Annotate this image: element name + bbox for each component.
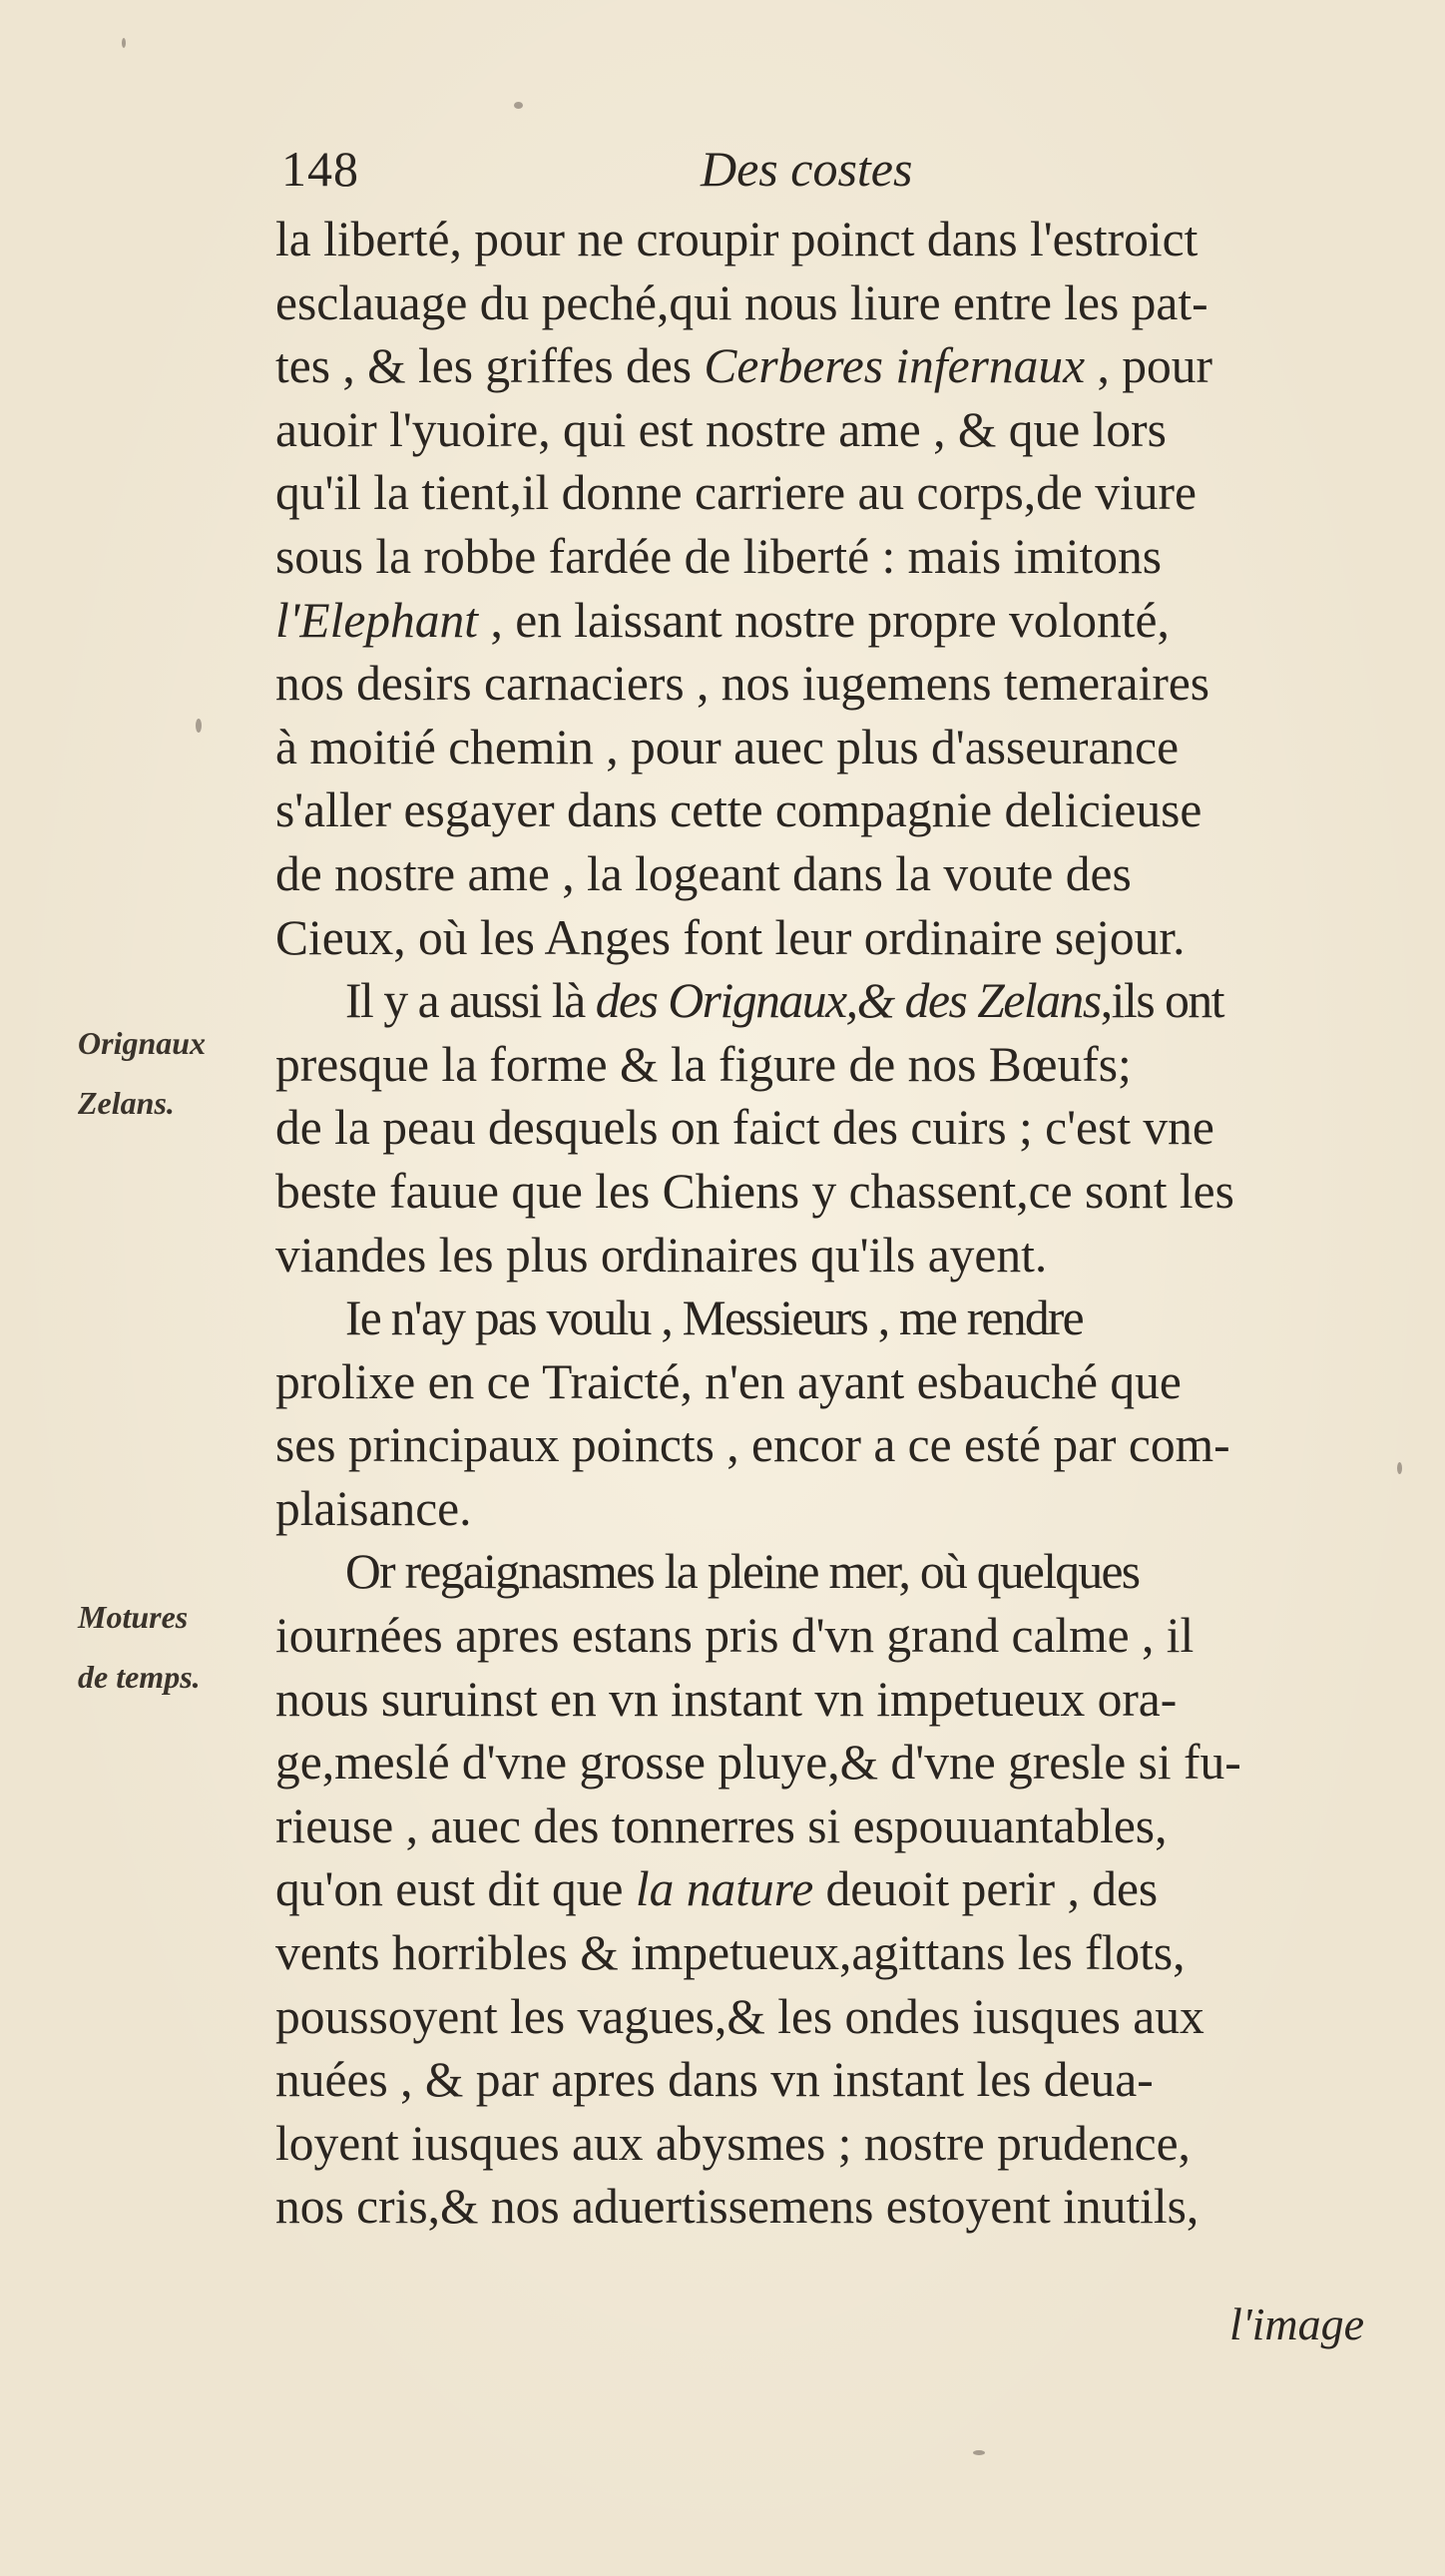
text-line: [275, 334, 1383, 398]
text-segment: tes , & les griffes des: [275, 338, 705, 394]
text-line: [275, 1477, 1383, 1541]
text-segment: s'aller esgayer dans cette compagnie delicieuse: [275, 782, 1203, 838]
text-segment: qu'il la tient,il donne carriere au corps,de viure: [275, 465, 1197, 521]
text-segment: iournées apres estans pris d'vn grand calme , il: [275, 1608, 1195, 1664]
text-segment: à moitié chemin , pour auec plus d'asseurance: [275, 719, 1180, 774]
margin-note-line: Zelans.: [78, 1085, 175, 1121]
text-line: [275, 842, 1383, 906]
text-segment: rieuse , auec des tonnerres si espouuantables,: [275, 1798, 1168, 1853]
text-line: [275, 271, 1383, 335]
text-segment: Ie n'ay pas voulu , Messieurs , me rendre: [345, 1290, 1083, 1346]
text-segment: ge,meslé d'vne grosse pluye,& d'vne gresle si fu-: [275, 1735, 1241, 1791]
text-line: [275, 1350, 1383, 1414]
paper-speck: [196, 719, 202, 733]
text-line: [275, 1857, 1383, 1921]
text-line: [275, 1921, 1383, 1985]
text-line: [275, 1033, 1383, 1097]
text-segment: la liberté, pour ne croupir poinct dans l'estroict: [275, 212, 1199, 266]
text-line: [275, 969, 1383, 1033]
text-line: [275, 2112, 1383, 2176]
catchword: l'image: [1229, 2299, 1365, 2349]
paper-speck: [1397, 1462, 1402, 1474]
text-line: [275, 1795, 1383, 1858]
text-line: [275, 589, 1383, 653]
text-line: [275, 1287, 1383, 1350]
text-segment: presque la forme & la figure de nos Bœufs;: [275, 1036, 1132, 1092]
page-number: 148: [281, 141, 359, 197]
text-segment: viandes les plus ordinaires qu'ils ayent.: [275, 1227, 1048, 1283]
text-segment: poussoyent les vagues,& les ondes iusques aux: [275, 1988, 1204, 2044]
paper-speck: [122, 38, 126, 48]
text-segment: Or regaignasmes la pleine mer, où quelques: [345, 1544, 1140, 1600]
text-segment: nos desirs carnaciers , nos iugemens temeraires: [275, 656, 1210, 712]
text-segment: sous la robbe fardée de liberté : mais imitons: [275, 528, 1163, 584]
text-segment: prolixe en ce Traicté, n'en ayant esbauché que: [275, 1353, 1182, 1409]
text-line: [275, 1160, 1383, 1224]
text-segment: nous suruinst en vn instant vn impetueux ora-: [275, 1671, 1178, 1727]
text-segment: Cieux, où les Anges font leur ordinaire sejour.: [275, 909, 1186, 965]
italic-text: Cerberes infernaux: [704, 338, 1086, 394]
running-title: Des costes: [701, 141, 913, 197]
text-segment: de nostre ame , la logeant dans la voute des: [275, 845, 1132, 901]
text-segment: de la peau desquels on faict des cuirs ; c'est vne: [275, 1100, 1214, 1156]
text-line: [275, 1731, 1383, 1795]
text-line: [275, 1540, 1383, 1604]
text-segment: ,ils ont: [1100, 973, 1224, 1029]
text-segment: nuées , & par apres dans vn instant les deua-: [275, 2052, 1154, 2108]
text-line: [275, 1985, 1383, 2049]
italic-text: des Orignaux,& des Zelans: [595, 973, 1101, 1029]
page-header: [281, 140, 1180, 210]
text-segment: deuoit perir , des: [813, 1861, 1159, 1917]
text-line: [275, 1096, 1383, 1160]
text-line: [275, 1224, 1383, 1288]
text-segment: vents horribles & impetueux,agittans les flots,: [275, 1925, 1186, 1981]
text-segment: loyent iusques aux abysmes ; nostre prudence,: [275, 2115, 1191, 2171]
text-segment: Il y a aussi là: [345, 973, 596, 1029]
text-line: [275, 652, 1383, 716]
text-segment: nos cris,& nos aduertissemens estoyent inutils,: [275, 2179, 1200, 2235]
text-segment: ses principaux poincts , encor a ce esté par com-: [275, 1417, 1230, 1473]
text-segment: , en laissant nostre propre volonté,: [478, 592, 1170, 648]
text-segment: qu'on eust dit que: [275, 1861, 636, 1917]
text-line: [275, 716, 1383, 779]
margin-note-line: Orignaux: [78, 1025, 207, 1061]
text-line: [275, 461, 1383, 525]
margin-note-motures: [78, 1587, 201, 1707]
margin-note-line: Motures: [78, 1599, 189, 1635]
text-line: [275, 208, 1383, 271]
text-line: [275, 1604, 1383, 1668]
text-line: [275, 1668, 1383, 1732]
margin-note-line: de temps.: [78, 1659, 201, 1695]
body-text: [275, 208, 1383, 2239]
text-segment: beste fauue que les Chiens y chassent,ce sont les: [275, 1163, 1234, 1219]
paper-speck: [973, 2450, 985, 2455]
text-segment: plaisance.: [275, 1480, 472, 1536]
text-line: [275, 1413, 1383, 1477]
italic-text: la nature: [635, 1861, 814, 1917]
margin-note-orignaux: [78, 1013, 206, 1133]
text-line: [275, 906, 1383, 970]
text-line: [275, 2048, 1383, 2112]
text-line: [275, 398, 1383, 462]
text-segment: auoir l'yuoire, qui est nostre ame , & que lors: [275, 401, 1167, 457]
text-line: [275, 525, 1383, 589]
text-line: [275, 2175, 1383, 2239]
text-line: [275, 778, 1383, 842]
text-segment: esclauage du peché,qui nous liure entre les pat-: [275, 274, 1208, 330]
text-segment: , pour: [1085, 338, 1212, 394]
italic-text: l'Elephant: [275, 592, 479, 648]
paper-speck: [514, 102, 523, 109]
